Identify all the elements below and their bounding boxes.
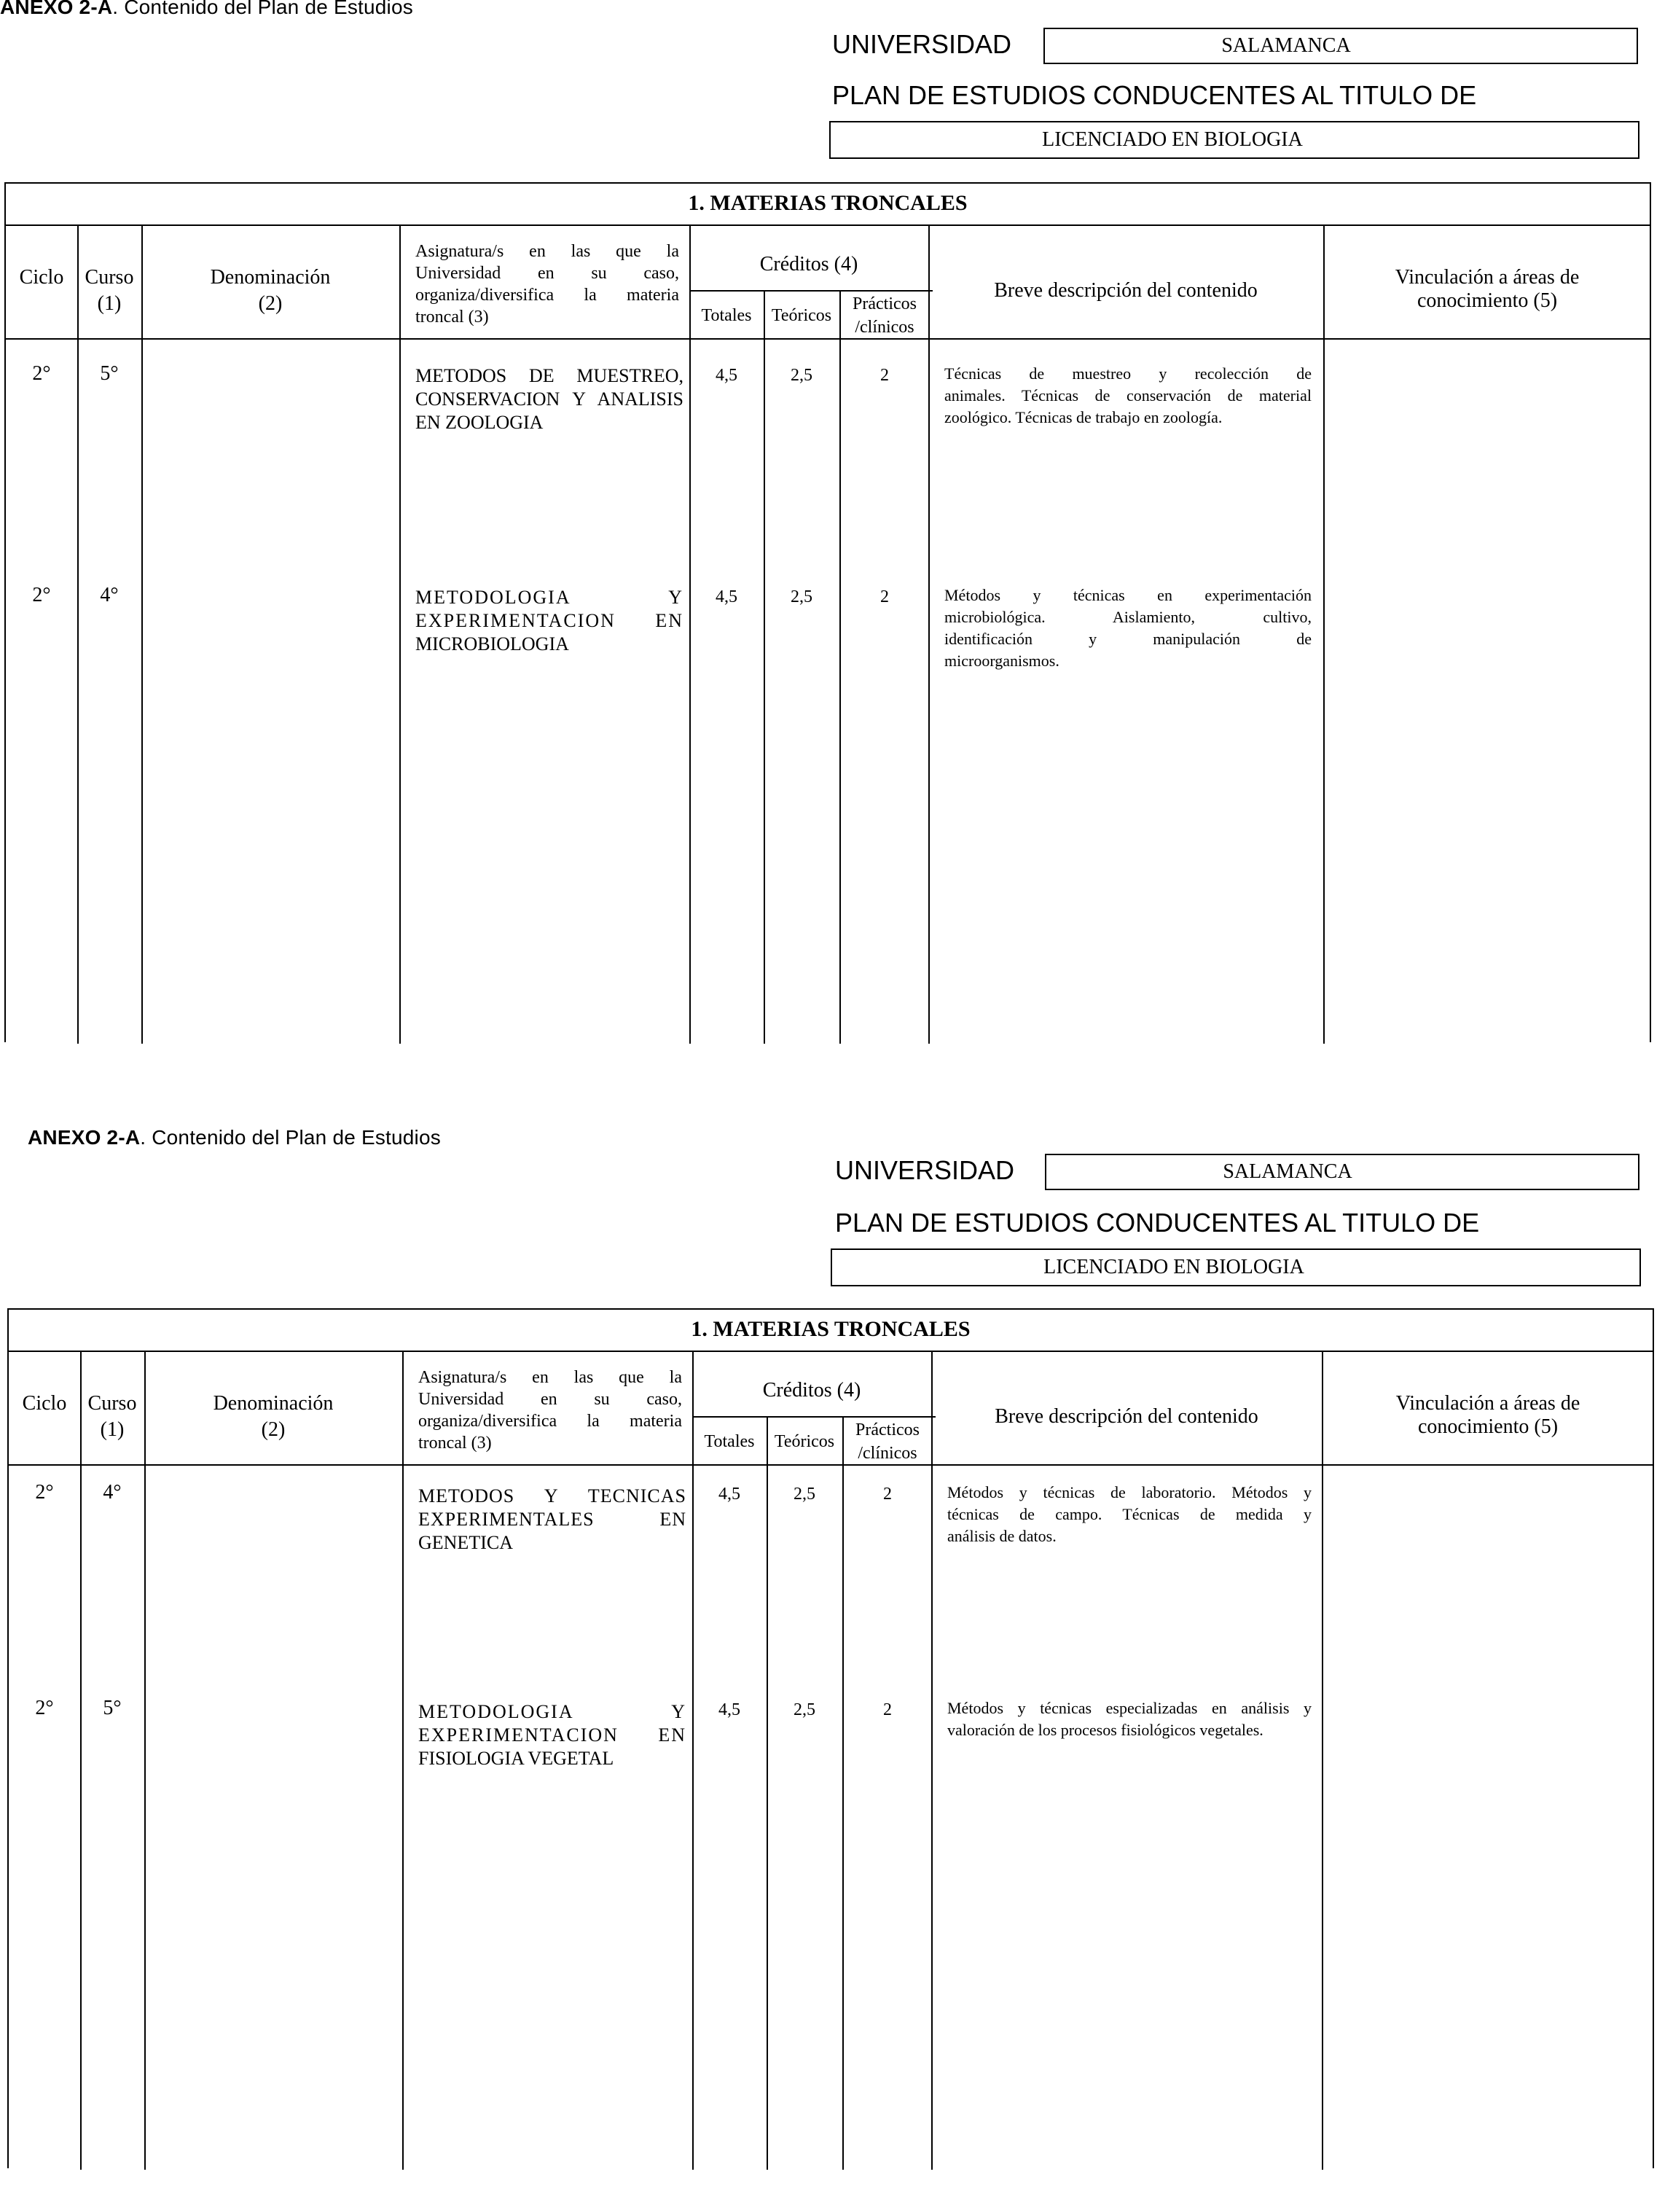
row-1-curso: 5° xyxy=(100,362,119,385)
titulo-field: LICENCIADO EN BIOLOGIA xyxy=(829,121,1639,159)
header-totales: Totales xyxy=(704,1432,755,1451)
anexo-heading: ANEXO 2-A. Contenido del Plan de Estudios xyxy=(28,1126,441,1149)
row-1-asignatura: METODOS DE MUESTREO, CONSERVACION Y ANALISIS EN ZOOLOGIA xyxy=(415,365,683,433)
header-denominacion-note: (2) xyxy=(258,292,283,315)
header-breve: Breve descripción del contenido xyxy=(994,279,1258,302)
plan-label: PLAN DE ESTUDIOS CONDUCENTES AL TITULO DE xyxy=(832,80,1477,110)
universidad-field: SALAMANCA xyxy=(1043,28,1638,64)
header-teoricos: Teóricos xyxy=(774,1432,835,1451)
materias-table xyxy=(7,1308,1654,2168)
form-page-2 xyxy=(0,1126,1673,2212)
materias-table xyxy=(4,182,1651,1042)
row-2-ciclo: 2° xyxy=(32,584,51,606)
universidad-label: UNIVERSIDAD xyxy=(832,29,1012,59)
header-ciclo: Ciclo xyxy=(22,1392,67,1415)
row-2-curso: 5° xyxy=(103,1697,122,1719)
header-breve: Breve descripción del contenido xyxy=(995,1405,1258,1428)
anexo-heading: ANEXO 2-A. Contenido del Plan de Estudios xyxy=(0,0,413,18)
row-2-descripcion: Métodos y técnicas en experimentación microbiológica. Aislamiento, cultivo, identificación y manipulación de microorganismos. xyxy=(944,586,1312,670)
universidad-label: UNIVERSIDAD xyxy=(835,1155,1015,1185)
universidad-field: SALAMANCA xyxy=(1045,1154,1639,1190)
row-1-totales: 4,5 xyxy=(718,1485,740,1504)
row-1-practicos: 2 xyxy=(883,1485,892,1504)
header-vinc-1: Vinculación a áreas de xyxy=(1395,1392,1580,1415)
row-2-descripcion: Métodos y técnicas especializadas en análisis y valoración de los procesos fisiológicos vegetales. xyxy=(947,1699,1312,1739)
row-1-teoricos: 2,5 xyxy=(791,366,812,385)
header-vinc-2: conocimiento (5) xyxy=(1417,289,1558,312)
header-totales: Totales xyxy=(701,306,752,325)
row-2-ciclo: 2° xyxy=(35,1697,54,1719)
header-practicos: Prácticos xyxy=(853,294,917,313)
titulo-field: LICENCIADO EN BIOLOGIA xyxy=(831,1248,1641,1286)
row-2-curso: 4° xyxy=(100,584,119,606)
header-ciclo: Ciclo xyxy=(19,266,64,289)
header-asignatura: Asignatura/s en las que la Universidad en su caso, organiza/diversifica la materia troncal (3) xyxy=(418,1368,682,1453)
header-vinc-1: Vinculación a áreas de xyxy=(1395,266,1580,289)
row-1-ciclo: 2° xyxy=(35,1481,54,1504)
header-denominacion-note: (2) xyxy=(261,1418,286,1441)
row-1-curso: 4° xyxy=(103,1481,122,1504)
header-practicos: Prácticos xyxy=(855,1420,920,1439)
row-2-asignatura: METODOLOGIA Y EXPERIMENTACION EN FISIOLOGIA VEGETAL xyxy=(418,1701,686,1769)
header-creditos: Créditos (4) xyxy=(762,1379,861,1402)
row-1-asignatura: METODOS Y TECNICAS EXPERIMENTALES EN GENETICA xyxy=(418,1485,686,1553)
header-curso-note: (1) xyxy=(100,1418,125,1441)
row-2-practicos: 2 xyxy=(883,1700,892,1719)
row-2-teoricos: 2,5 xyxy=(794,1700,815,1719)
header-vinc-2: conocimiento (5) xyxy=(1417,1415,1559,1438)
plan-label: PLAN DE ESTUDIOS CONDUCENTES AL TITULO DE xyxy=(835,1208,1480,1238)
header-teoricos: Teóricos xyxy=(771,306,832,325)
header-denominacion: Denominación xyxy=(213,1392,334,1415)
row-2-teoricos: 2,5 xyxy=(791,587,812,606)
row-1-descripcion: Técnicas de muestreo y recolección de animales. Técnicas de conservación de material zoológico. Técnicas de trabajo en zoología. xyxy=(944,364,1312,426)
row-1-descripcion: Métodos y técnicas de laboratorio. Métodos y técnicas de campo. Técnicas de medida y análisis de datos. xyxy=(947,1483,1312,1545)
row-1-ciclo: 2° xyxy=(32,362,51,385)
row-2-practicos: 2 xyxy=(880,587,889,606)
header-curso: Curso xyxy=(85,266,134,289)
row-1-practicos: 2 xyxy=(880,366,889,385)
header-creditos: Créditos (4) xyxy=(759,253,858,275)
row-2-totales: 4,5 xyxy=(716,587,737,606)
header-denominacion: Denominación xyxy=(210,266,331,289)
row-2-asignatura: METODOLOGIA Y EXPERIMENTACION EN MICROBIOLOGIA xyxy=(415,587,683,654)
form-page-1 xyxy=(0,0,1673,1086)
row-1-teoricos: 2,5 xyxy=(794,1485,815,1504)
row-2-totales: 4,5 xyxy=(718,1700,740,1719)
row-1-totales: 4,5 xyxy=(716,366,737,385)
header-clinicos: /clínicos xyxy=(855,318,914,337)
header-clinicos: /clínicos xyxy=(858,1444,917,1463)
table-title: 1. MATERIAS TRONCALES xyxy=(691,1317,971,1341)
header-curso-note: (1) xyxy=(97,292,122,315)
table-title: 1. MATERIAS TRONCALES xyxy=(688,191,968,215)
header-curso: Curso xyxy=(87,1392,137,1415)
header-asignatura: Asignatura/s en las que la Universidad en su caso, organiza/diversifica la materia troncal (3) xyxy=(415,242,679,327)
